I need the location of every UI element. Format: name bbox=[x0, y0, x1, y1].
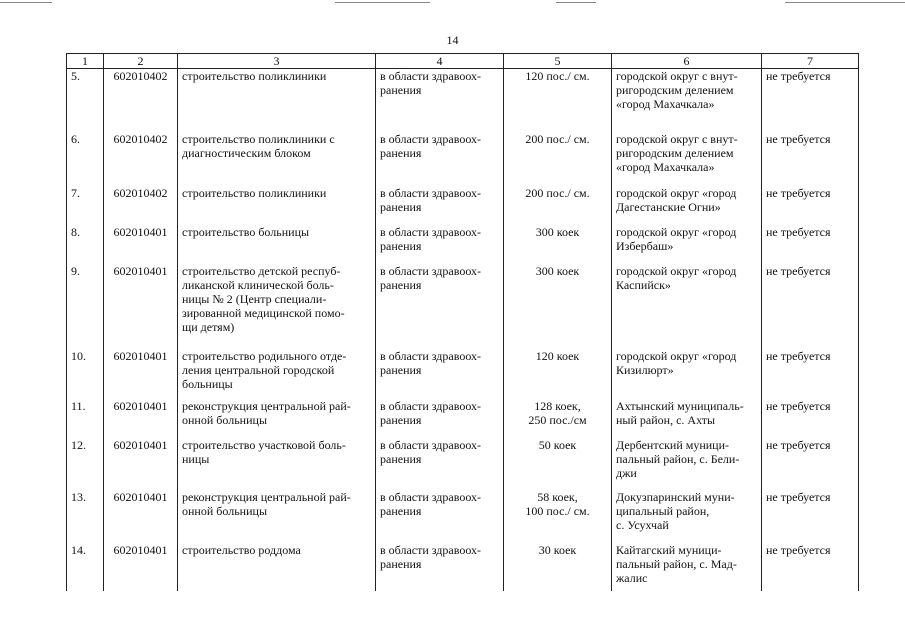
purpose-area-cell-line: в области здравоох- bbox=[380, 437, 482, 452]
location-cell-line: городской округ с внут- bbox=[616, 131, 738, 146]
column-header: 4 bbox=[376, 54, 504, 69]
capacity-cell-line: 30 коек bbox=[538, 542, 577, 557]
table-row bbox=[67, 217, 859, 256]
object-name-cell-line: диагностическим блоком bbox=[182, 145, 311, 160]
object-name-cell-line: онной больницы bbox=[182, 412, 268, 427]
location-cell bbox=[612, 69, 762, 124]
location-cell bbox=[612, 178, 762, 217]
code-cell: 602010401 bbox=[104, 535, 178, 591]
capacity-cell-line: 58 коек, bbox=[537, 489, 578, 504]
purpose-area-cell-line: ранения bbox=[380, 277, 422, 292]
capacity-cell-line: 120 пос./ см. bbox=[525, 69, 590, 83]
object-name-cell-line: строительство роддома bbox=[182, 542, 301, 557]
table-row bbox=[67, 178, 859, 217]
location-cell-line: городской округ «город bbox=[616, 224, 737, 239]
object-name-cell-line: ликанской клинической боль- bbox=[182, 277, 334, 292]
code-cell: 602010402 bbox=[104, 69, 178, 124]
row-number-cell: 7. bbox=[67, 178, 104, 217]
note-cell: не требуется bbox=[762, 178, 859, 217]
capacity-cell bbox=[504, 535, 612, 591]
capacity-cell bbox=[504, 341, 612, 391]
purpose-area-cell-line: в области здравоох- bbox=[380, 224, 482, 239]
object-name-cell-line: онной больницы bbox=[182, 503, 268, 518]
scan-top-rule bbox=[556, 2, 596, 3]
location-cell-line: Каспийск» bbox=[616, 277, 671, 292]
row-number-cell: 13. bbox=[67, 482, 104, 535]
location-cell-line: с. Усухчай bbox=[616, 517, 669, 532]
object-name-cell-line: строительство поликлиники с bbox=[182, 131, 335, 146]
object-name-cell-line: строительство участковой боль- bbox=[182, 437, 346, 452]
capacity-cell-line: 128 коек, bbox=[534, 398, 581, 413]
location-cell-line: ный район, с. Ахты bbox=[616, 412, 716, 427]
scan-top-rule bbox=[335, 2, 430, 3]
purpose-area-cell-line: ранения bbox=[380, 83, 422, 97]
purpose-area-cell-line: ранения bbox=[380, 451, 422, 466]
object-name-cell bbox=[178, 217, 376, 256]
location-cell-line: пальный район, с. Мад- bbox=[616, 556, 737, 571]
capacity-cell bbox=[504, 482, 612, 535]
location-cell bbox=[612, 124, 762, 178]
header-row bbox=[67, 54, 859, 69]
note-cell: не требуется bbox=[762, 482, 859, 535]
purpose-area-cell bbox=[376, 482, 504, 535]
row-number-cell: 10. bbox=[67, 341, 104, 391]
location-cell bbox=[612, 217, 762, 256]
object-name-cell bbox=[178, 391, 376, 430]
table-row bbox=[67, 430, 859, 482]
purpose-area-cell-line: в области здравоох- bbox=[380, 263, 482, 278]
page-number: 14 bbox=[446, 33, 459, 47]
scan-top-rule bbox=[785, 2, 905, 3]
purpose-area-cell-line: в области здравоох- bbox=[380, 489, 482, 504]
purpose-area-cell-line: ранения bbox=[380, 238, 422, 253]
capacity-cell bbox=[504, 430, 612, 482]
purpose-area-cell-line: в области здравоох- bbox=[380, 185, 482, 200]
location-cell-line: ригородским делением bbox=[616, 83, 734, 97]
note-cell: не требуется bbox=[762, 69, 859, 124]
purpose-area-cell bbox=[376, 124, 504, 178]
table-row bbox=[67, 124, 859, 178]
row-number-cell: 6. bbox=[67, 124, 104, 178]
capacity-cell-line: 200 пос./ см. bbox=[525, 185, 590, 200]
location-cell-line: городской округ «город bbox=[616, 185, 737, 200]
purpose-area-cell-line: ранения bbox=[380, 412, 422, 427]
capacity-cell-line: 200 пос./ см. bbox=[525, 131, 590, 146]
capacity-cell-line: 250 пос./см bbox=[528, 412, 587, 427]
code-cell: 602010402 bbox=[104, 124, 178, 178]
code-cell: 602010402 bbox=[104, 178, 178, 217]
object-name-cell bbox=[178, 69, 376, 124]
location-cell-line: Избербаш» bbox=[616, 238, 674, 253]
capacity-cell-line: 300 коек bbox=[535, 263, 580, 278]
purpose-area-cell-line: в области здравоох- bbox=[380, 69, 482, 83]
column-header: 2 bbox=[104, 54, 178, 69]
note-cell: не требуется bbox=[762, 535, 859, 591]
object-name-cell-line: ницы bbox=[182, 451, 210, 466]
scan-top-rule bbox=[0, 2, 52, 3]
capacity-cell bbox=[504, 178, 612, 217]
row-number-cell: 9. bbox=[67, 256, 104, 341]
object-name-cell-line: строительство больницы bbox=[182, 224, 310, 239]
capacity-cell-line: 120 коек bbox=[535, 348, 580, 363]
object-name-cell bbox=[178, 482, 376, 535]
capacity-cell bbox=[504, 69, 612, 124]
location-cell-line: джи bbox=[616, 465, 637, 480]
location-cell bbox=[612, 391, 762, 430]
location-cell bbox=[612, 256, 762, 341]
location-cell bbox=[612, 341, 762, 391]
code-cell: 602010401 bbox=[104, 341, 178, 391]
note-cell: не требуется bbox=[762, 256, 859, 341]
purpose-area-cell bbox=[376, 391, 504, 430]
purpose-area-cell bbox=[376, 535, 504, 591]
row-number-cell: 11. bbox=[67, 391, 104, 430]
purpose-area-cell-line: в области здравоох- bbox=[380, 348, 482, 363]
object-name-cell-line: зированной медицинской помо- bbox=[182, 305, 345, 320]
location-cell-line: городской округ «город bbox=[616, 348, 737, 363]
location-cell bbox=[612, 430, 762, 482]
code-cell: 602010401 bbox=[104, 430, 178, 482]
capacity-cell bbox=[504, 256, 612, 341]
purpose-area-cell-line: ранения bbox=[380, 362, 422, 377]
location-cell-line: «город Махачкала» bbox=[616, 97, 715, 111]
object-name-cell bbox=[178, 178, 376, 217]
object-name-cell bbox=[178, 341, 376, 391]
purpose-area-cell-line: в области здравоох- bbox=[380, 398, 482, 413]
purpose-area-cell-line: в области здравоох- bbox=[380, 131, 482, 146]
location-cell-line: ципальный район, bbox=[616, 503, 710, 518]
object-name-cell bbox=[178, 535, 376, 591]
object-name-cell-line: строительство родильного отде- bbox=[182, 348, 347, 363]
object-name-cell-line: больницы bbox=[182, 376, 233, 391]
column-header: 6 bbox=[612, 54, 762, 69]
note-cell: не требуется bbox=[762, 217, 859, 256]
location-cell-line: городской округ с внут- bbox=[616, 69, 738, 83]
location-cell-line: ригородским делением bbox=[616, 145, 734, 160]
object-name-cell-line: щи детям) bbox=[182, 319, 235, 334]
object-name-cell bbox=[178, 124, 376, 178]
table-row bbox=[67, 341, 859, 391]
code-cell: 602010401 bbox=[104, 482, 178, 535]
location-cell-line: Докузпаринский муни- bbox=[616, 489, 735, 504]
capacity-cell bbox=[504, 217, 612, 256]
location-cell-line: Кизилюрт» bbox=[616, 362, 674, 377]
purpose-area-cell-line: ранения bbox=[380, 199, 422, 214]
code-cell: 602010401 bbox=[104, 217, 178, 256]
object-name-cell-line: ления центральной городской bbox=[182, 362, 335, 377]
table-row bbox=[67, 391, 859, 430]
purpose-area-cell-line: ранения bbox=[380, 503, 422, 518]
row-number-cell: 12. bbox=[67, 430, 104, 482]
table-row bbox=[67, 256, 859, 341]
note-cell: не требуется bbox=[762, 430, 859, 482]
object-name-cell-line: реконструкция центральной рай- bbox=[182, 489, 351, 504]
object-name-cell-line: реконструкция центральной рай- bbox=[182, 398, 351, 413]
location-cell-line: «город Махачкала» bbox=[616, 159, 715, 174]
location-cell-line: Ахтынский муниципаль- bbox=[616, 398, 744, 413]
table-row bbox=[67, 69, 859, 124]
location-cell bbox=[612, 482, 762, 535]
note-cell: не требуется bbox=[762, 341, 859, 391]
location-cell bbox=[612, 535, 762, 591]
column-header: 7 bbox=[762, 54, 859, 69]
column-header: 1 bbox=[67, 54, 104, 69]
row-number-cell: 8. bbox=[67, 217, 104, 256]
note-cell: не требуется bbox=[762, 124, 859, 178]
object-name-cell bbox=[178, 256, 376, 341]
location-cell-line: Дагестанские Огни» bbox=[616, 199, 721, 214]
row-number-cell: 14. bbox=[67, 535, 104, 591]
capacity-cell-line: 50 коек bbox=[538, 437, 577, 452]
table-row bbox=[67, 482, 859, 535]
object-name-cell-line: строительство детской респуб- bbox=[182, 263, 341, 278]
code-cell: 602010401 bbox=[104, 391, 178, 430]
purpose-area-cell bbox=[376, 430, 504, 482]
projects-table bbox=[66, 53, 859, 591]
purpose-area-cell-line: в области здравоох- bbox=[380, 542, 482, 557]
location-cell-line: Кайтагский муници- bbox=[616, 542, 722, 557]
purpose-area-cell bbox=[376, 256, 504, 341]
capacity-cell bbox=[504, 391, 612, 430]
object-name-cell-line: строительство поликлиники bbox=[182, 69, 327, 83]
location-cell-line: жалис bbox=[616, 570, 648, 585]
note-cell: не требуется bbox=[762, 391, 859, 430]
row-number-cell: 5. bbox=[67, 69, 104, 124]
object-name-cell-line: строительство поликлиники bbox=[182, 185, 327, 200]
column-header: 5 bbox=[504, 54, 612, 69]
table-row bbox=[67, 535, 859, 591]
purpose-area-cell bbox=[376, 69, 504, 124]
location-cell-line: пальный район, с. Бели- bbox=[616, 451, 740, 466]
location-cell-line: городской округ «город bbox=[616, 263, 737, 278]
purpose-area-cell-line: ранения bbox=[380, 556, 422, 571]
purpose-area-cell bbox=[376, 217, 504, 256]
object-name-cell-line: ницы № 2 (Центр специали- bbox=[182, 291, 327, 306]
capacity-cell-line: 100 пос./ см. bbox=[525, 503, 590, 518]
capacity-cell bbox=[504, 124, 612, 178]
table-body bbox=[67, 69, 859, 591]
object-name-cell bbox=[178, 430, 376, 482]
purpose-area-cell bbox=[376, 341, 504, 391]
capacity-cell-line: 300 коек bbox=[535, 224, 580, 239]
purpose-area-cell-line: ранения bbox=[380, 145, 422, 160]
column-header: 3 bbox=[178, 54, 376, 69]
purpose-area-cell bbox=[376, 178, 504, 217]
location-cell-line: Дербентский муници- bbox=[616, 437, 730, 452]
code-cell: 602010401 bbox=[104, 256, 178, 341]
